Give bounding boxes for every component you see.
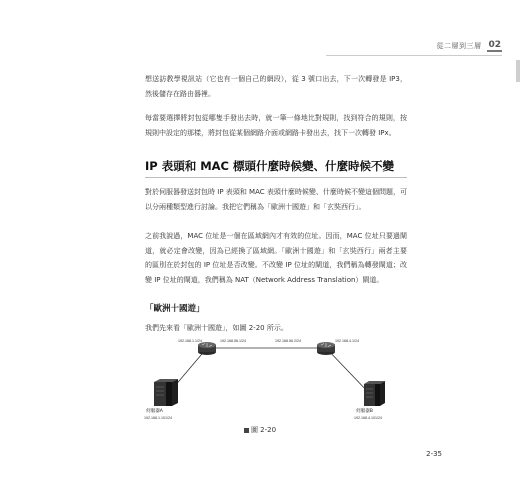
- network-diagram: [140, 332, 400, 424]
- paragraph: 每當要選擇將封包從哪隻手發出去時，就一筆一條地比對規則，找到符合的規則，按規則中設定的那樣，將封包從某個網路介面或網路卡發出去，找下一次轉發 IPx。: [145, 114, 407, 137]
- chapter-side-tab: [516, 60, 520, 82]
- server-a-name: 伺服器A: [146, 409, 163, 414]
- server-icon: [364, 381, 385, 406]
- caption-text: 圖 2-20: [250, 426, 277, 434]
- paragraph: 我們先來看「歐洲十國遊」，如圖 2-20 所示。: [145, 324, 288, 332]
- router-icon: [198, 342, 216, 355]
- running-header: [436, 40, 502, 52]
- server-b-ip: 192.168.4.101/24: [354, 416, 382, 420]
- link-router2-serverB: [326, 348, 370, 394]
- router-icon: [317, 342, 335, 355]
- server-a-ip: 192.168.1.101/24: [144, 416, 172, 420]
- figure-caption: [0, 425, 520, 435]
- server-b-name: 伺服器B: [356, 409, 373, 414]
- section-heading: IP 表頭和 MAC 標頭什麼時候變、什麼時候不變: [145, 158, 407, 178]
- ip-label: 192.168.1.1/24: [178, 339, 202, 343]
- paragraph: 對於伺服器發送封包時 IP 表頭和 MAC 表頭什麼時候變、什麼時候不變這個問題，可以分兩種類型進行討論。我把它們稱為「歐洲十國遊」和「玄奘西行」。: [145, 188, 407, 211]
- caption-marker: [244, 428, 249, 433]
- paragraph: 想送訪教學視訊站（它也有一個自己的網段），從 3 號口出去，下一次轉發是 IP3，然後儲存在路由器裡。: [145, 75, 407, 98]
- ip-label: 192.168.56.1/24: [220, 339, 246, 343]
- ip-label: 192.168.56.2/24: [275, 339, 301, 343]
- header-divider: [326, 55, 502, 56]
- paragraph: 之前我說過，MAC 位址是一個在區域網內才有效的位址。因而，MAC 位址只要過閘道，就必定會改變，因為已經換了區域網。「歐洲十國遊」和「玄奘西行」兩者主要的區別在於封包的 IP 位址是否改變。不改變 IP 位址的閘道，我們稱為轉發閘道；改變 IP 位址的閘道，我們稱為 NAT（Network Address Translation）閘道。: [145, 232, 407, 284]
- chapter-number: 02: [488, 40, 501, 50]
- server-icon: [154, 379, 178, 406]
- ip-label: 192.168.4.1/24: [335, 339, 359, 343]
- subsection-heading: 「歐洲十國遊」: [145, 304, 205, 314]
- header-title: 從二層到三層: [436, 42, 482, 50]
- page-number: 2-35: [426, 450, 442, 458]
